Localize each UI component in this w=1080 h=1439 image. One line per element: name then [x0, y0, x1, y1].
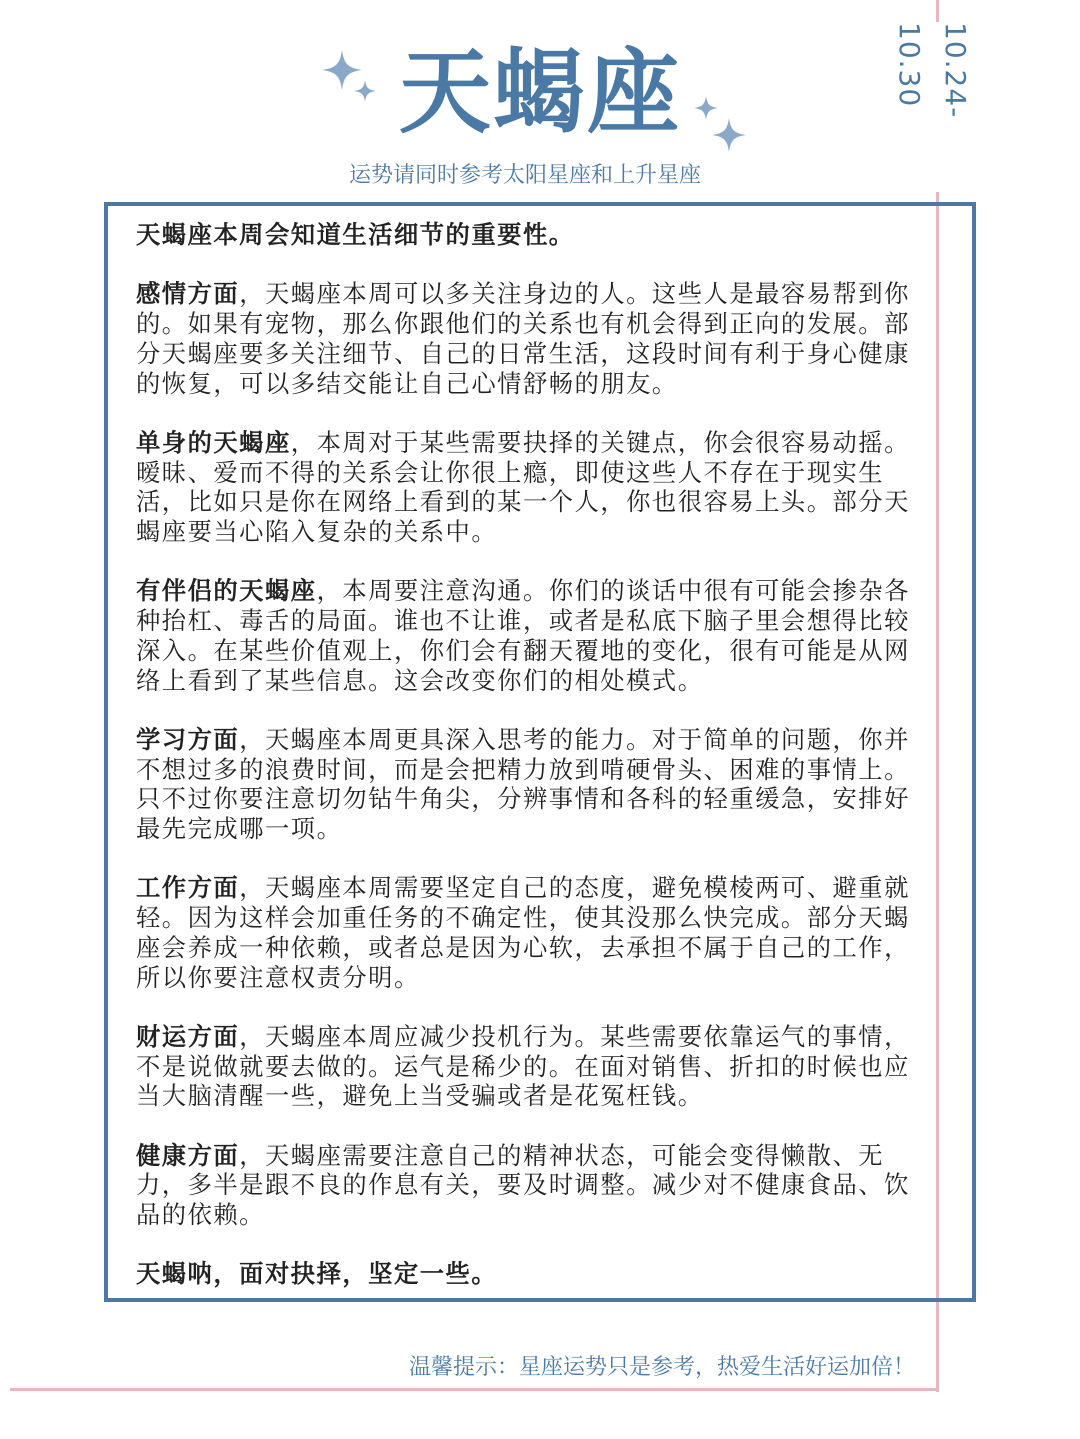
paragraph-heading: 健康方面 — [136, 1140, 240, 1170]
paragraph-study — [136, 725, 916, 844]
paragraph-love — [136, 279, 916, 398]
paragraph-health — [136, 1141, 916, 1230]
decorative-horizontal-line — [10, 1388, 939, 1391]
paragraph-text: ，天蝎座本周应减少投机行为。某些需要依靠运气的事情，不是说做就要去做的。运气是稀少的。在面对销售、折扣的时候也应当大脑清醒一些，避免上当受骗或者是花冤枉钱。 — [136, 1021, 910, 1111]
page-title: 天蝎座 — [398, 39, 681, 146]
paragraph-single — [136, 428, 916, 547]
paragraph-text: ，本周要注意沟通。你们的谈话中很有可能会掺杂各种抬杠、毒舌的局面。谁也不让谁，或者是私底下脑子里会想得比较深入。在某些价值观上，你们会有翻天覆地的变化，很有可能是从网络上看到了某些信息。这会改变你们的相处模式。 — [136, 576, 910, 695]
closing-text: 天蝎呐，面对抉择，坚定一些。 — [136, 1259, 498, 1289]
paragraph-heading: 感情方面 — [136, 279, 240, 309]
date-range: 10.24-10.30 — [932, 22, 978, 192]
paragraph-text: ，天蝎座本周更具深入思考的能力。对于简单的问题，你并不想过多的浪费时间，而是会把精力放到啃硬骨头、困难的事情上。只不过你要注意切勿钻牛角尖，分辨事情和各科的轻重缓急，安排好最先完成哪一项。 — [136, 724, 910, 843]
paragraph-heading: 工作方面 — [136, 873, 240, 903]
paragraph-heading: 有伴侣的天蝎座 — [136, 576, 317, 606]
paragraph-heading: 学习方面 — [136, 724, 240, 754]
paragraph-text: ，天蝎座本周需要坚定自己的态度，避免模棱两可、避重就轻。因为这样会加重任务的不确定性，使其没那么快完成。部分天蝎座会养成一种依赖，或者总是因为心软，去承担不属于自己的工作，所以你要注意权责分明。 — [136, 873, 910, 992]
paragraph-wealth — [136, 1022, 916, 1111]
footer-tip: 温馨提示：星座运势只是参考，热爱生活好运加倍！ — [408, 1355, 915, 1380]
paragraph-work — [136, 873, 916, 992]
paragraph-text: ，本周对于某些需要抉择的关键点，你会很容易动摇。暧昧、爱而不得的关系会让你很上瘾，即使这些人不存在于现实生活，比如只是你在网络上看到的某一个人，你也很容易上头。部分天蝎座要当心陷入复杂的关系中。 — [136, 427, 910, 546]
paragraph-heading: 财运方面 — [136, 1021, 240, 1051]
paragraph-heading: 单身的天蝎座 — [136, 427, 291, 457]
page-subtitle: 运势请同时参考太阳星座和上升星座 — [348, 163, 701, 188]
paragraph-partnered — [136, 576, 916, 695]
horoscope-content — [136, 220, 916, 1319]
intro-text: 天蝎座本周会知道生活细节的重要性。 — [136, 220, 575, 249]
paragraph-text: ，天蝎座需要注意自己的精神状态，可能会变得懒散、无力，多半是跟不良的作息有关，要及时调整。减少对不健康食品、饮品的依赖。 — [136, 1140, 910, 1230]
paragraph-text: ，天蝎座本周可以多关注身边的人。这些人是最容易帮到你的。如果有宠物，那么你跟他们的关系也有机会得到正向的发展。部分天蝎座要多关注细节、自己的日常生活，这段时间有利于身心健康的恢复，可以多结交能让自己心情舒畅的朋友。 — [136, 279, 910, 398]
